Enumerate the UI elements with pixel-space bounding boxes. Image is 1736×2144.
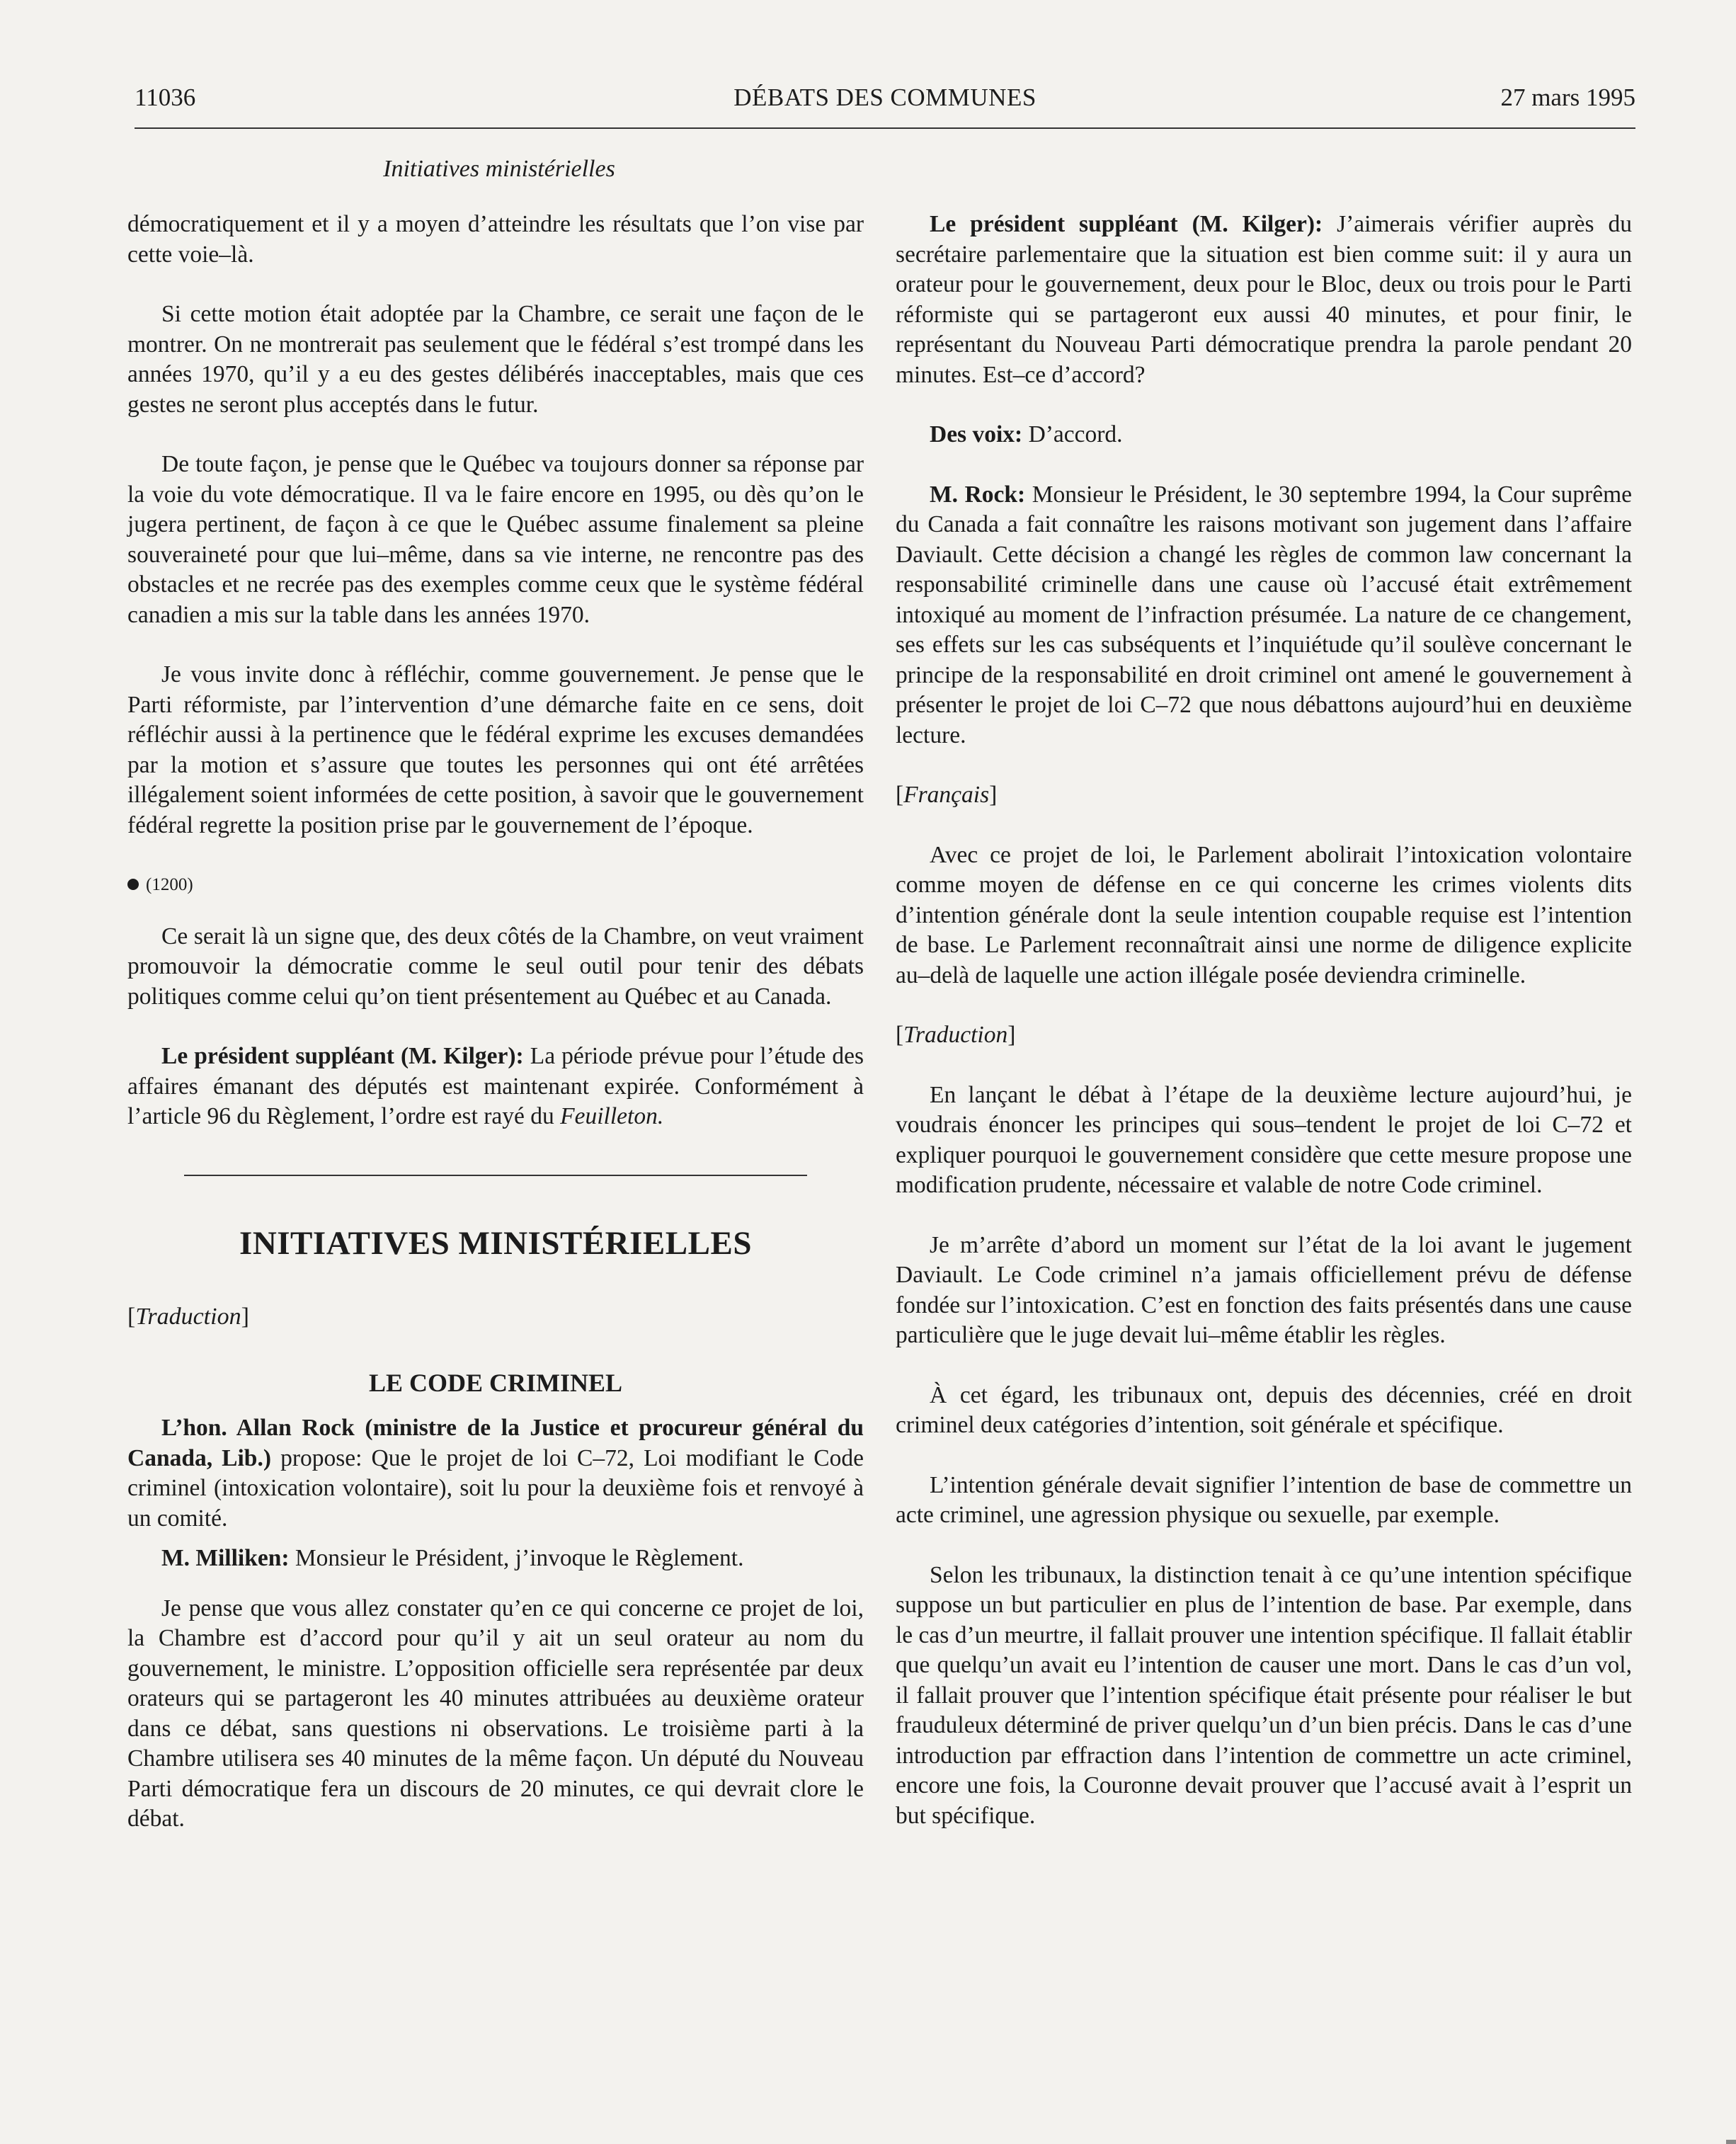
speech-text: propose: Que le projet de loi C–72, Loi modifiant le Code criminel (intoxication volontaire), soit lu pour la deuxième fois et renvoyé à un comité. [127, 1444, 864, 1532]
page-header [135, 84, 1635, 120]
paragraph: En lançant le débat à l’étape de la deuxième lecture aujourd’hui, je voudrais énoncer les principes qui sous–tendent le projet de loi C–72 et expliquer pourquoi le gouvernement considère que cette mesure propose une modification prudente, nécessaire et valable de notre Code criminel. [896, 1081, 1632, 1198]
right-column [896, 210, 1632, 1861]
italic-term: Feuilleton. [560, 1103, 664, 1129]
language-note: [Français] [896, 782, 998, 808]
paragraph: Je m’arrête d’abord un moment sur l’état de la loi avant le jugement Daviault. Le Code criminel n’a jamais officiellement prévu de défense fondée sur l’intoxication. C’est en fonction des faits présentés dans une cause particulière que le juge devait lui–même établir les règles. [896, 1231, 1632, 1348]
bill-subheading: LE CODE CRIMINEL [368, 1368, 623, 1397]
running-section-label: Initiatives ministérielles [383, 156, 615, 182]
paragraph: démocratiquement et il y a moyen d’atteindre les résultats que l’on vise par cette voie–là. [127, 211, 864, 268]
translation-note: [Traduction] [127, 1304, 249, 1330]
paragraph [127, 1413, 864, 1534]
paragraph: Avec ce projet de loi, le Parlement abolirait l’intoxication volontaire comme moyen de défense en ce qui concerne les crimes violents dits d’intention générale dont la seule intention coupable requise est l’intention de base. Le Parlement reconnaîtrait ainsi une norme de diligence explicite au–delà de laquelle une action illégale posée deviendra criminelle. [896, 841, 1632, 988]
page-number: 11036 [135, 84, 196, 111]
speech-text: Monsieur le Président, j’invoque le Règlement. [289, 1545, 744, 1571]
paragraph: L’intention générale devait signifier l’intention de base de commettre un acte criminel, une agression physique ou sexuelle, par exemple. [896, 1471, 1632, 1528]
speaker-name: L’hon. Allan Rock (ministre de la Justice et procureur général du Canada, Lib.) [127, 1415, 864, 1471]
paragraph: Selon les tribunaux, la distinction tenait à ce qu’une intention spécifique suppose un but particulier en plus de l’intention de base. Par exemple, dans le cas d’un meurtre, il fallait prouver une intention spécifique. Il fallait établir que quelqu’un avait eu l’intention de causer une mort. Dans le cas d’un vol, il fallait prouver que l’intention spécifique était présente pour réaliser le but frauduleux déterminé de priver quelqu’un d’un bien précis. Dans le cas d’une introduction par effraction dans l’intention de commettre un acte criminel, encore une fois, la Couronne devait prouver que l’accusé avait à l’esprit un but spécifique. [896, 1561, 1632, 1829]
scan-edge-mark [1726, 2140, 1736, 2144]
speaker-name: M. Rock: [930, 481, 1026, 508]
speech-text: La période prévue pour l’étude des affaires émanant des députés est maintenant expirée. Conformément à l’article 96 du Règlement, l’ordre est rayé du [127, 1043, 864, 1129]
paragraph [127, 1042, 864, 1132]
publication-title: DÉBATS DES COMMUNES [733, 84, 1037, 111]
paragraph [896, 480, 1632, 751]
time-marker-text: (1200) [146, 875, 193, 894]
translation-note-text: Traduction [135, 1304, 241, 1330]
speaker-name: Le président suppléant (M. Kilger): [930, 211, 1323, 237]
bullet-icon [127, 879, 139, 890]
paragraph: Si cette motion était adoptée par la Chambre, ce serait une façon de le montrer. On ne montrerait pas seulement que le fédéral s’est trompé dans les années 1970, qu’il y a eu des gestes délibérés inacceptables, mais que ces gestes ne seront plus acceptés dans le futur. [127, 301, 864, 418]
paragraph: Ce serait là un signe que, des deux côtés de la Chambre, on veut vraiment promouvoir la démocratie comme le seul outil pour tenir des débats politiques comme celui qu’on tient présentement au Québec et au Canada. [127, 923, 864, 1010]
speech-text: J’aimerais vérifier auprès du secrétaire parlementaire que la situation est bien comme suit: il y aura un orateur pour le gouvernement, deux pour le Bloc, deux ou trois pour le Parti réformiste qui se partageront eux aussi 40 minutes, et pour finir, le représentant du Nouveau Parti démocratique prendra la parole pendant 20 minutes. Est–ce d’accord? [896, 211, 1632, 388]
translation-note: [Traduction] [896, 1022, 1016, 1048]
speech-text: Monsieur le Président, le 30 septembre 1994, la Cour suprême du Canada a fait connaître les raisons motivant son jugement dans l’affaire Daviault. Cette décision a changé les règles de common law concernant la responsabilité criminelle dans une cause où l’accusé était extrêmement intoxiqué au moment de l’infraction présumée. La nature de ce changement, ses effets sur les cas subséquents et l’inquiétude qu’il soulève concernant le principe de la responsabilité en droit criminel ont amené le gouvernement à présenter le projet de loi C–72 que nous débattons aujourd’hui en deuxième lecture. [896, 481, 1633, 748]
section-divider [184, 1175, 807, 1176]
paragraph [127, 1544, 864, 1574]
section-heading: INITIATIVES MINISTÉRIELLES [239, 1224, 752, 1262]
speaker-name: Le président suppléant (M. Kilger): [161, 1043, 524, 1069]
paragraph: Je vous invite donc à réfléchir, comme gouvernement. Je pense que le Parti réformiste, par l’intervention d’une démarche faite en ce sens, doit réfléchir aussi à la pertinence que le fédéral exprime les excuses demandées par la motion et s’assure que toutes les personnes qui ont été arrêtées illégalement soient informées de cette position, à savoir que le gouvernement fédéral regrette la position prise par le gouvernement de l’époque. [127, 661, 864, 838]
translation-note-text: Traduction [903, 1022, 1008, 1048]
speaker-name: Des voix: [930, 421, 1023, 447]
left-column [127, 210, 864, 1864]
publication-date: 27 mars 1995 [1500, 84, 1635, 111]
paragraph [896, 210, 1632, 390]
speaker-name: M. Milliken: [161, 1545, 290, 1571]
paragraph: De toute façon, je pense que le Québec va toujours donner sa réponse par la voie du vote démocratique. Il va le faire encore en 1995, ou dès qu’on le jugera pertinent, de façon à ce que le Québec assume finalement sa pleine souveraineté pour que lui–même, dans sa vie interne, ne rencontre pas des obstacles et ne recrée pas des exemples comme ceux que le système fédéral canadien a mis sur la table dans les années 1970. [127, 451, 864, 628]
paragraph [896, 420, 1632, 450]
header-divider [135, 127, 1635, 129]
language-note-text: Français [903, 782, 990, 808]
paragraph: À cet égard, les tribunaux ont, depuis des décennies, créé en droit criminel deux catégories d’intention, soit générale et spécifique. [896, 1381, 1632, 1438]
paragraph: Je pense que vous allez constater qu’en ce qui concerne ce projet de loi, la Chambre est d’accord pour qu’il y ait un seul orateur au nom du gouvernement, le ministre. L’opposition officielle sera représentée par deux orateurs qui se partageront les 40 minutes attribuées au deuxième orateur dans ce débat, sans questions ni observations. Le troisième parti à la Chambre utilisera ses 40 minutes de la même façon. Un député du Nouveau Parti démocratique fera un discours de 20 minutes, ce qui devrait clore le débat. [127, 1595, 864, 1832]
time-marker [127, 870, 864, 901]
speech-text: D’accord. [1022, 421, 1123, 447]
